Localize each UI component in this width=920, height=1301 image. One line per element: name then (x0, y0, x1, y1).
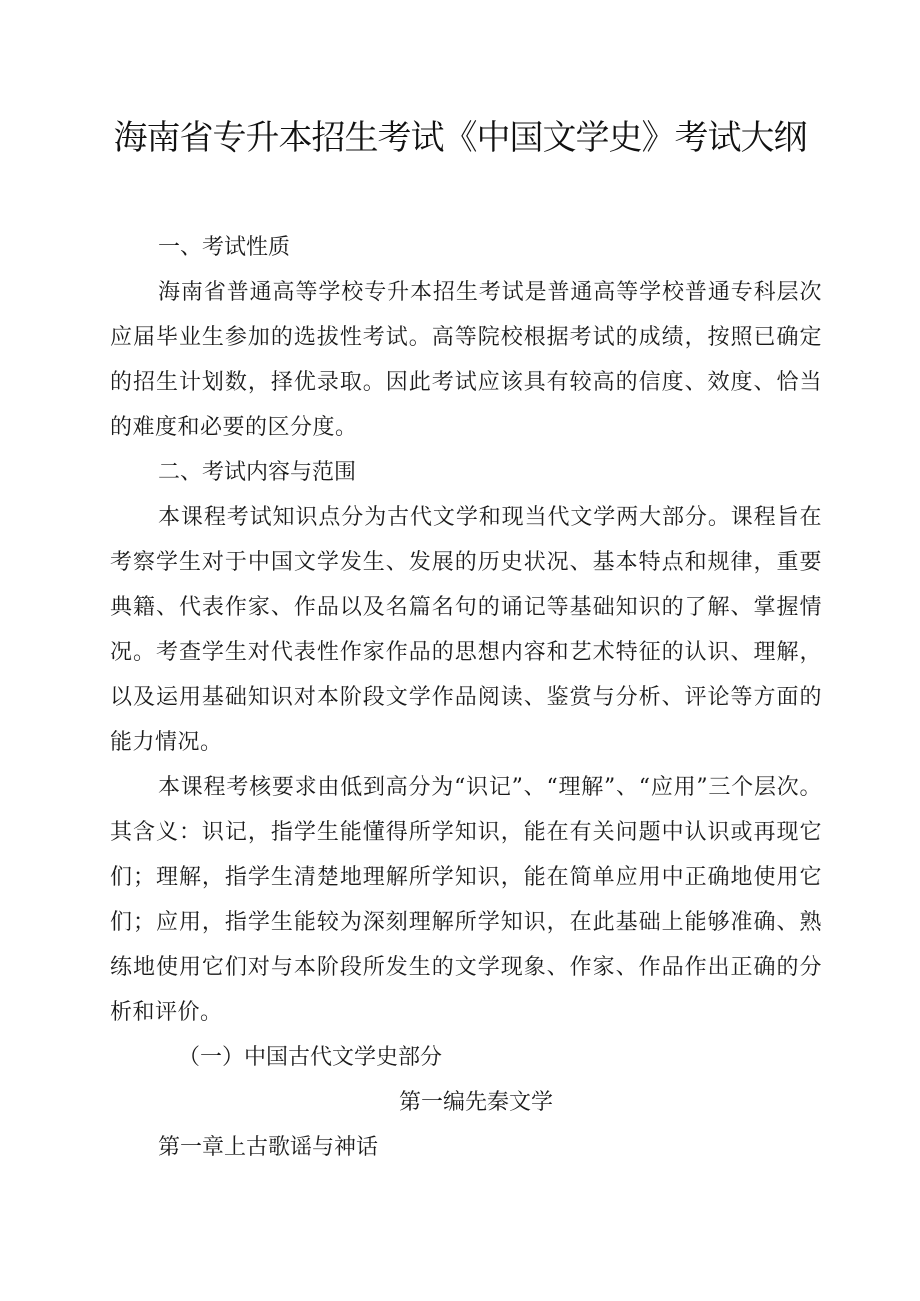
part-heading-ancient-literature: （一）中国古代文学史部分 (178, 1045, 443, 1070)
document-body (110, 225, 822, 1170)
document-title: 海南省专升本招生考试《中国文学史》考试大纲 (113, 118, 807, 158)
section-title-pre-qin: 第一编先秦文学 (398, 1090, 553, 1115)
section-heading-exam-scope: 二、考试内容与范围 (158, 460, 357, 485)
chapter-title: 第一章上古歌谣与神话 (158, 1135, 379, 1160)
section-heading-exam-nature: 一、考试性质 (158, 235, 291, 260)
paragraph-exam-levels: 本课程考核要求由低到高分为“识记”、“理解”、“应用”三个层次。其含义：识记，指学生能懂得所学知识，能在有关问题中认识或再现它们；理解，指学生清楚地理解所学知识，能在简单应用中正确地使用它们；应用，指学生能较为深刻理解所学知识，在此基础上能够准确、熟练地使用它们对与本阶段所发生的文学现象、作家、作品作出正确的分析和评价。 (110, 775, 822, 1025)
paragraph-exam-scope: 本课程考试知识点分为古代文学和现当代文学两大部分。课程旨在考察学生对于中国文学发生、发展的历史状况、基本特点和规律，重要典籍、代表作家、作品以及名篇名句的诵记等基础知识的了解、掌握情况。考查学生对代表性作家作品的思想内容和艺术特征的认识、理解，以及运用基础知识对本阶段文学作品阅读、鉴赏与分析、评论等方面的能力情况。 (110, 505, 822, 755)
paragraph-exam-nature: 海南省普通高等学校专升本招生考试是普通高等学校普通专科层次应届毕业生参加的选拔性考试。高等院校根据考试的成绩，按照已确定的招生计划数，择优录取。因此考试应该具有较高的信度、效度、恰当的难度和必要的区分度。 (110, 280, 822, 440)
